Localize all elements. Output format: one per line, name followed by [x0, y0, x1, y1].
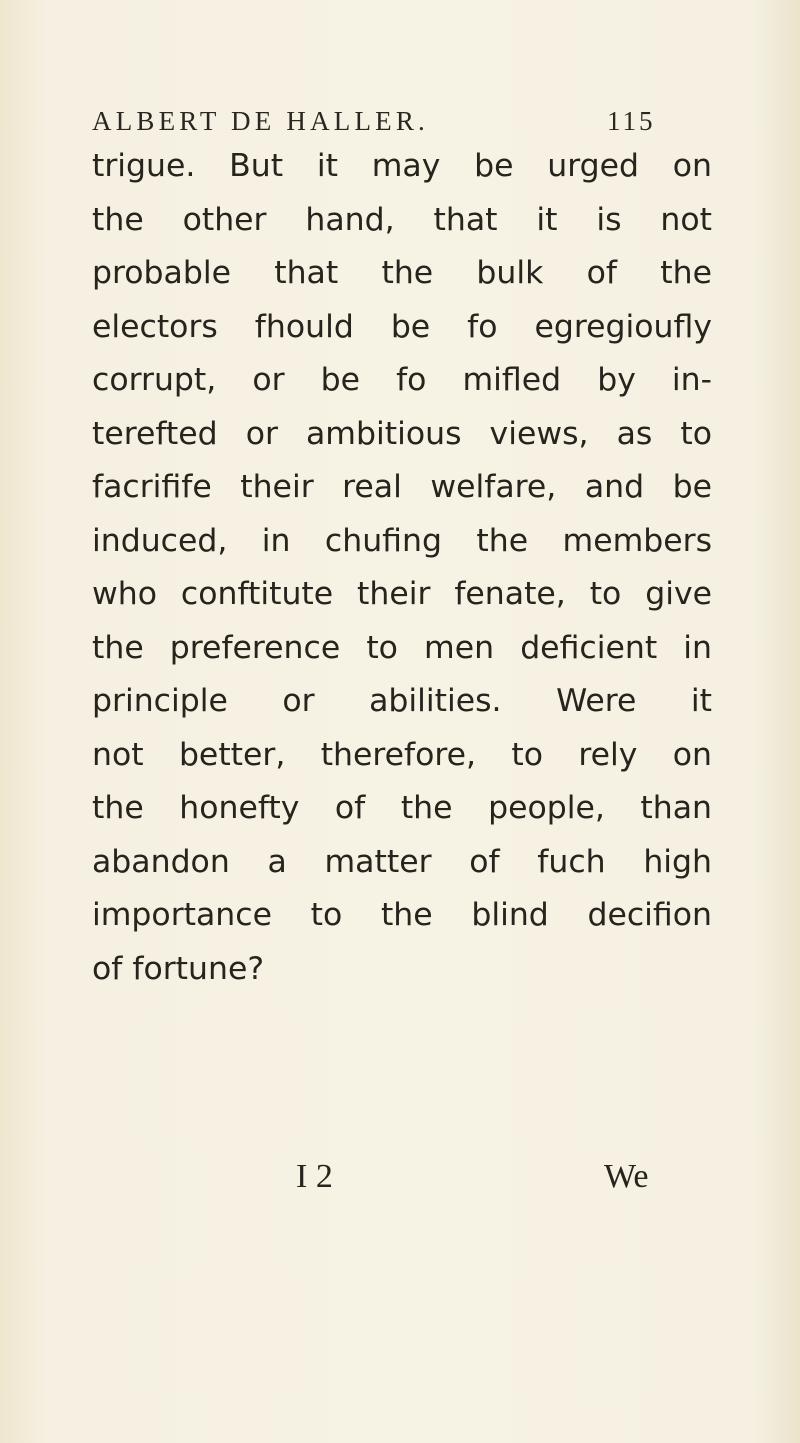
- text-line: trigue. But it may be urged on: [92, 148, 712, 184]
- text-line: the preference to men deficient in: [92, 629, 712, 666]
- text-line: corrupt, or be fo mifled by in-: [92, 362, 712, 398]
- catchword: We: [604, 1158, 649, 1195]
- text-line: terefted or ambitious views, as to: [92, 415, 712, 452]
- text-line: principle or abilities. Were it: [92, 683, 712, 719]
- text-line: who conftitute their fenate, to give: [92, 576, 712, 612]
- page-footer: [0, 1152, 800, 1202]
- signature-mark: I 2: [296, 1158, 333, 1195]
- text-line: electors fhould be fo egregioufly: [92, 308, 712, 345]
- running-title: ALBERT DE HALLER.: [92, 106, 430, 136]
- text-line: importance to the blind decifion: [92, 897, 712, 933]
- page-number: 115: [607, 106, 656, 136]
- running-head: [92, 101, 692, 141]
- text-line: the honefty of the people, than: [92, 790, 712, 826]
- text-line: the other hand, that it is not: [92, 201, 712, 238]
- text-line-last: of fortune?: [92, 950, 265, 987]
- text-line: probable that the bulk of the: [92, 255, 712, 291]
- body-text: [92, 140, 712, 996]
- text-line: induced, in chufing the members: [92, 522, 712, 559]
- text-line: facrifife their real welfare, and be: [92, 469, 712, 505]
- text-line: abandon a matter of fuch high: [92, 843, 712, 880]
- text-line: not better, therefore, to rely on: [92, 736, 712, 773]
